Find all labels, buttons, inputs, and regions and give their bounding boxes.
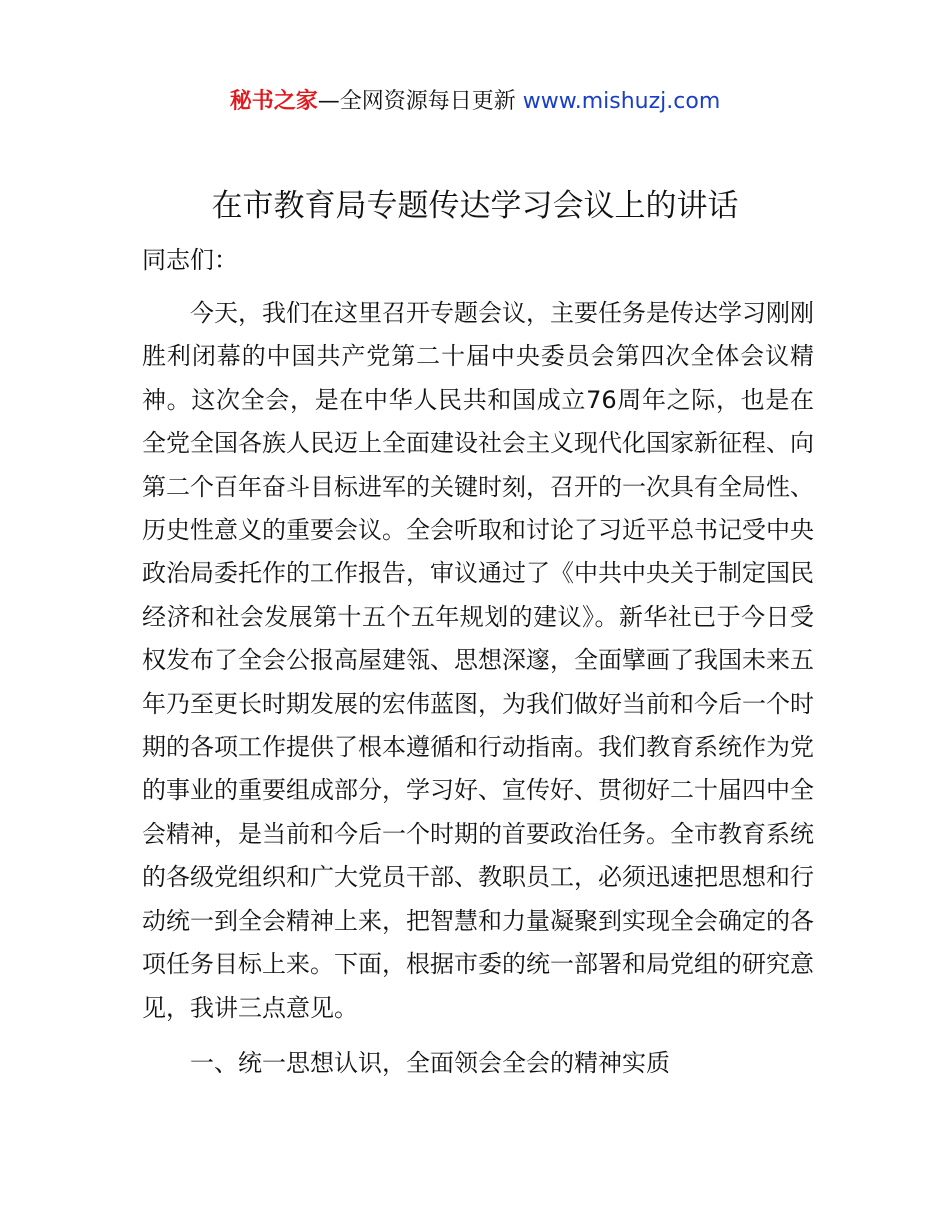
document-body xyxy=(142,292,814,1085)
section-heading: 一、统一思想认识，全面领会全会的精神实质 xyxy=(190,1048,670,1077)
document-title: 在市教育局专题传达学习会议上的讲话 xyxy=(211,188,739,224)
site-url-link[interactable]: www.mishuzj.com xyxy=(522,89,721,114)
site-header xyxy=(0,86,950,118)
body-paragraph: 今天，我们在这里召开专题会议，主要任务是传达学习刚刚胜利闭幕的中国共产党第二十届中央委员会第四次全体会议精神。这次全会，是在中华人民共和国成立76周年之际，也是在全党全国各族人民迈上全面建设社会主义现代化国家新征程、向第二个百年奋斗目标进军的关键时刻，召开的一次具有全局性、历史性意义的重要会议。全会听取和讨论了习近平总书记受中央政治局委托作的工作报告，审议通过了《中共中央关于制定国民经济和社会发展第十五个五年规划的建议》。新华社已于今日受权发布了全会公报高屋建瓴、思想深邃，全面擘画了我国未来五年乃至更长时期发展的宏伟蓝图，为我们做好当前和今后一个时期的各项工作提供了根本遵循和行动指南。我们教育系统作为党的事业的重要组成部分，学习好、宣传好、贯彻好二十届四中全会精神，是当前和今后一个时期的首要政治任务。全市教育系统的各级党组织和广大党员干部、教职员工，必须迅速把思想和行动统一到全会精神上来，把智慧和力量凝聚到实现全会确定的各项任务目标上来。下面，根据市委的统一部署和局党组的研究意见，我讲三点意见。 xyxy=(142,299,814,1022)
brand-name: 秘书之家 xyxy=(229,89,318,114)
salutation: 同志们： xyxy=(142,246,238,274)
header-tagline: —全网资源每日更新 xyxy=(317,89,523,114)
